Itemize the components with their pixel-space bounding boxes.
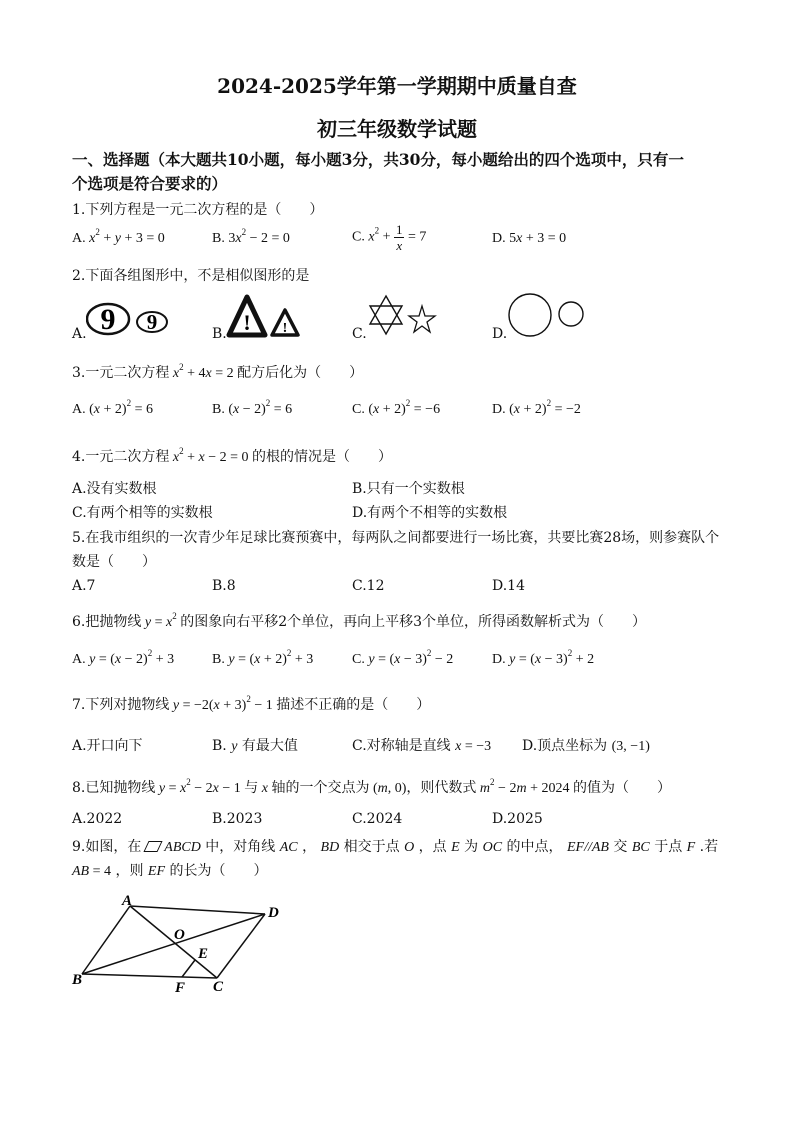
circles-figure — [506, 290, 590, 344]
question-6-option-d: D. $y = (x - 3)^2 + 2$ — [492, 648, 595, 667]
section-heading-line2: 个选项是符合要求的） — [72, 174, 228, 193]
question-1-option-b: B. $3x^2 - 2 = 0$ — [212, 227, 290, 246]
vertex-label-b: B — [72, 972, 83, 988]
question-5-option-c: C.12 — [352, 578, 385, 594]
question-2-option-b: B. — [212, 326, 227, 342]
question-7-option-c: C.对称轴是直线 x = −3 — [352, 738, 492, 754]
exam-subtitle: 初三年级数学试题 — [317, 117, 477, 141]
question-8-stem: 8.已知抛物线 $y = x^2 - 2x - 1$ 与 x 轴的一个交点为 (m, 0)，则代数式 $m^2 - 2m + 2024$ 的值为（ ） — [72, 777, 671, 796]
question-8-option-b: B.2023 — [212, 811, 263, 827]
question-7-option-b: B. y 有最大值 — [212, 738, 298, 754]
point-label-e: E — [198, 946, 209, 962]
question-4-stem: 4.一元二次方程 $x^2 + x - 2 = 0$ 的根的情况是（ ） — [72, 446, 392, 465]
question-5-stem-line1: 5.在我市组织的一次青少年足球比赛预赛中，每两队之间都要进行一场比赛，共要比赛28场，则参赛队个 — [72, 530, 720, 546]
point-label-f: F — [175, 980, 186, 996]
question-4-option-d: D.有两个不相等的实数根 — [352, 505, 508, 521]
question-3-stem: 3.一元二次方程 $x^2 + 4x = 2$ 配方后化为（ ） — [72, 362, 364, 381]
question-6-stem: 6.把抛物线 $y = x^2$ 的图象向右平移2个单位，再向上平移3个单位，所得函数解析式为（ ） — [72, 611, 647, 630]
question-1-stem: 1.下列方程是一元二次方程的是（ ） — [72, 202, 324, 218]
parallelogram-figure — [70, 892, 290, 1000]
warning-triangles-figure — [226, 293, 306, 343]
question-3-option-d: D. $(x + 2)^2 = -2$ — [492, 398, 581, 417]
question-8-option-c: C.2024 — [352, 811, 403, 827]
vertex-label-c: C — [213, 979, 224, 995]
question-7-option-a: A.开口向下 — [72, 738, 143, 754]
question-4-option-c: C.有两个相等的实数根 — [72, 505, 213, 521]
warning-mark-small: ! — [282, 321, 288, 336]
question-2-option-d: D. — [492, 326, 508, 342]
question-7-option-d: D.顶点坐标为 (3, −1) — [522, 738, 650, 754]
section-heading-line1: 一、选择题（本大题共10小题，每小题3分，共30分，每小题给出的四个选项中，只有一 — [72, 150, 684, 169]
question-5-stem-line2: 数是（ ） — [72, 554, 156, 570]
question-7-stem: 7.下列对抛物线 $y = -2(x + 3)^2 - 1$ 描述不正确的是（ ） — [72, 694, 431, 713]
question-8-option-a: A.2022 — [72, 811, 123, 827]
question-1-option-d: D. 5x + 3 = 0 — [492, 231, 567, 246]
question-2-option-c: C. — [352, 326, 367, 342]
question-2-stem: 2.下面各组图形中，不是相似图形的是 — [72, 268, 310, 284]
question-3-option-a: A. $(x + 2)^2 = 6$ — [72, 398, 153, 417]
question-9-stem-line2: AB = 4 ，则 EF 的长为（ ） — [72, 863, 268, 879]
nine-glyph-small: 9 — [146, 310, 158, 334]
question-8-option-d: D.2025 — [492, 811, 543, 827]
question-4-option-a: A.没有实数根 — [72, 481, 157, 497]
question-4-option-b: B.只有一个实数根 — [352, 481, 465, 497]
stars-figure — [364, 292, 444, 342]
question-9-stem-line1: 9.如图，在 ABCD 中，对角线 AC ， BD 相交于点 O ，点 E 为 OC 的中点， EF//AB 交 BC 于点 F .若 — [72, 839, 719, 855]
question-5-option-a: A.7 — [72, 578, 96, 594]
warning-mark-large: ! — [243, 310, 251, 335]
question-6-option-c: C. $y = (x - 3)^2 - 2$ — [352, 648, 454, 667]
question-1-option-c: C. $x^2$ + $\frac{1}{x}$ = 7 — [352, 222, 427, 253]
question-2-option-a: A. — [72, 326, 87, 342]
nine-glyphs-figure — [86, 294, 176, 342]
exam-title: 2024-2025学年第一学期期中质量自查 — [217, 74, 577, 98]
point-label-o: O — [174, 927, 185, 943]
nine-glyph-large: 9 — [100, 303, 116, 336]
question-1-option-a: A. $x^2 + y + 3 = 0$ — [72, 227, 165, 246]
question-6-option-a: A. $y = (x - 2)^2 + 3$ — [72, 648, 175, 667]
vertex-label-d: D — [268, 905, 279, 921]
vertex-label-a: A — [122, 893, 133, 909]
question-5-option-d: D.14 — [492, 578, 525, 594]
question-3-option-b: B. $(x - 2)^2 = 6$ — [212, 398, 293, 417]
question-5-option-b: B.8 — [212, 578, 236, 594]
question-3-option-c: C. $(x + 2)^2 = -6$ — [352, 398, 441, 417]
question-6-option-b: B. $y = (x + 2)^2 + 3$ — [212, 648, 314, 667]
